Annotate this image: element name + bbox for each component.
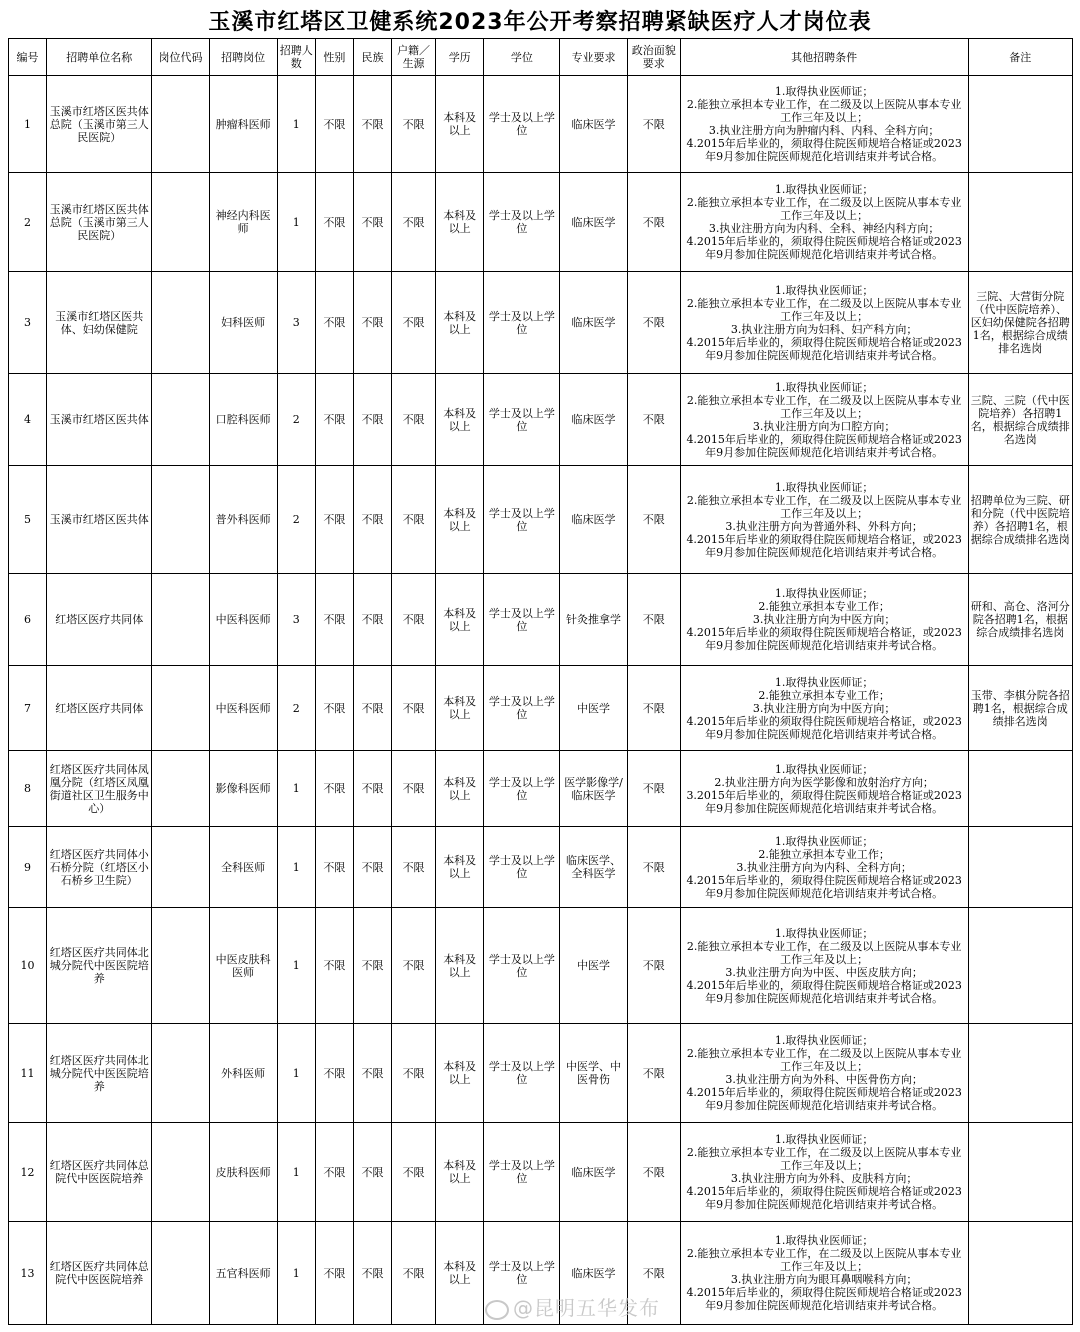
cell-gender: 不限 — [315, 908, 353, 1024]
cell-politics: 不限 — [627, 374, 680, 466]
cell-major: 临床医学 — [560, 76, 627, 173]
cell-conditions: 1.取得执业医师证； 2.能独立承担本专业工作，在二级及以上医院从事本专业工作三年及以上； 3.执业注册方向为眼耳鼻咽喉科方向； 4.2015年后毕业的，须取得住院医师规培合格证或2023年9月参加住院医师规范化培训结束并考试合格。 — [680, 1222, 968, 1325]
cell-count: 1 — [277, 1024, 315, 1123]
recruitment-table — [8, 38, 1073, 1325]
cell-count: 1 — [277, 751, 315, 827]
cell-degree: 学士及以上学位 — [484, 666, 560, 751]
header-ethnic: 民族 — [353, 39, 391, 76]
cell-ethnic: 不限 — [353, 76, 391, 173]
cell-unit: 玉溪市红塔区医共体 — [47, 466, 152, 574]
cell-ethnic: 不限 — [353, 272, 391, 374]
cell-major: 临床医学 — [560, 272, 627, 374]
cell-degree: 学士及以上学位 — [484, 466, 560, 574]
cell-major: 中医学 — [560, 666, 627, 751]
cell-politics: 不限 — [627, 272, 680, 374]
cell-code — [152, 1024, 209, 1123]
cell-count: 1 — [277, 173, 315, 272]
cell-ethnic: 不限 — [353, 1222, 391, 1325]
cell-edu: 本科及以上 — [436, 666, 484, 751]
table-row — [9, 827, 1073, 908]
cell-ethnic: 不限 — [353, 466, 391, 574]
cell-politics: 不限 — [627, 827, 680, 908]
cell-ethnic: 不限 — [353, 574, 391, 666]
cell-code — [152, 574, 209, 666]
cell-major: 针灸推拿学 — [560, 574, 627, 666]
table-row — [9, 374, 1073, 466]
cell-degree: 学士及以上学位 — [484, 1123, 560, 1222]
cell-post: 中医科医师 — [209, 574, 277, 666]
cell-unit: 红塔区医疗共同体北城分院代中医医院培养 — [47, 908, 152, 1024]
cell-major: 临床医学 — [560, 173, 627, 272]
cell-edu: 本科及以上 — [436, 1024, 484, 1123]
table-row — [9, 76, 1073, 173]
cell-ethnic: 不限 — [353, 751, 391, 827]
weibo-icon — [485, 1300, 509, 1320]
table-row — [9, 908, 1073, 1024]
cell-gender: 不限 — [315, 173, 353, 272]
table-row — [9, 574, 1073, 666]
cell-edu: 本科及以上 — [436, 827, 484, 908]
cell-origin: 不限 — [392, 751, 436, 827]
table-row — [9, 666, 1073, 751]
header-major: 专业要求 — [560, 39, 627, 76]
cell-edu: 本科及以上 — [436, 272, 484, 374]
cell-edu: 本科及以上 — [436, 574, 484, 666]
cell-edu: 本科及以上 — [436, 751, 484, 827]
cell-unit: 红塔区医疗共同体小石桥分院（红塔区小石桥乡卫生院） — [47, 827, 152, 908]
cell-edu: 本科及以上 — [436, 466, 484, 574]
cell-no: 3 — [9, 272, 47, 374]
cell-gender: 不限 — [315, 1222, 353, 1325]
cell-post: 五官科医师 — [209, 1222, 277, 1325]
cell-notes — [968, 1024, 1072, 1123]
cell-ethnic: 不限 — [353, 827, 391, 908]
cell-origin: 不限 — [392, 1123, 436, 1222]
header-count: 招聘人数 — [277, 39, 315, 76]
table-row — [9, 272, 1073, 374]
cell-major: 临床医学 — [560, 1123, 627, 1222]
cell-unit: 红塔区医疗共同体凤凰分院（红塔区凤凰街道社区卫生服务中心） — [47, 751, 152, 827]
cell-edu: 本科及以上 — [436, 76, 484, 173]
cell-politics: 不限 — [627, 466, 680, 574]
cell-degree: 学士及以上学位 — [484, 574, 560, 666]
cell-conditions: 1.取得执业医师证； 2.能独立承担本专业工作，在二级及以上医院从事本专业工作三年及以上； 3.执业注册方向为中医、中医皮肤方向； 4.2015年后毕业的，须取得住院医师规培合格证或2023年9月参加住院医师规范化培训结束并考试合格。 — [680, 908, 968, 1024]
cell-count: 2 — [277, 466, 315, 574]
cell-notes — [968, 76, 1072, 173]
table-row — [9, 173, 1073, 272]
cell-origin: 不限 — [392, 908, 436, 1024]
cell-code — [152, 827, 209, 908]
cell-count: 1 — [277, 827, 315, 908]
cell-politics: 不限 — [627, 76, 680, 173]
cell-no: 10 — [9, 908, 47, 1024]
watermark — [485, 1292, 660, 1321]
cell-gender: 不限 — [315, 574, 353, 666]
cell-origin: 不限 — [392, 173, 436, 272]
page-title: 玉溪市红塔区卫健系统2023年公开考察招聘紧缺医疗人才岗位表 — [208, 10, 872, 35]
cell-conditions: 1.取得执业医师证； 2.能独立承担本专业工作，在二级及以上医院从事本专业工作三年及以上； 3.执业注册方向为普通外科、外科方向； 4.2015年后毕业的须取得住院医师规培合格证，或2023年9月参加住院医师规范化培训结束并考试合格。 — [680, 466, 968, 574]
header-no: 编号 — [9, 39, 47, 76]
cell-count: 1 — [277, 1123, 315, 1222]
cell-conditions: 1.取得执业医师证； 2.能独立承担本专业工作，在二级及以上医院从事本专业工作三年及以上； 3.执业注册方向为外科、中医骨伤方向； 4.2015年后毕业的，须取得住院医师规培合格证或2023年9月参加住院医师规范化培训结束并考试合格。 — [680, 1024, 968, 1123]
header-edu: 学历 — [436, 39, 484, 76]
cell-major: 临床医学 — [560, 1222, 627, 1325]
cell-notes: 三院、三院（代中医院培养）各招聘1名，根据综合成绩排名选岗 — [968, 374, 1072, 466]
cell-edu: 本科及以上 — [436, 1123, 484, 1222]
cell-origin: 不限 — [392, 827, 436, 908]
cell-unit: 红塔区医疗共同体总院代中医医院培养 — [47, 1123, 152, 1222]
cell-degree: 学士及以上学位 — [484, 908, 560, 1024]
cell-count: 3 — [277, 272, 315, 374]
cell-gender: 不限 — [315, 374, 353, 466]
cell-ethnic: 不限 — [353, 1024, 391, 1123]
cell-origin: 不限 — [392, 76, 436, 173]
cell-edu: 本科及以上 — [436, 173, 484, 272]
cell-conditions: 1.取得执业医师证； 2.能独立承担本专业工作，在二级及以上医院从事本专业工作三年及以上； 3.执业注册方向为内科、全科、神经内科方向； 4.2015年后毕业的，须取得住院医师规培合格证或2023年9月参加住院医师规范化培训结束并考试合格。 — [680, 173, 968, 272]
cell-no: 13 — [9, 1222, 47, 1325]
cell-code — [152, 751, 209, 827]
cell-major: 中医学、中医骨伤 — [560, 1024, 627, 1123]
cell-no: 5 — [9, 466, 47, 574]
table-row — [9, 1123, 1073, 1222]
cell-unit: 红塔区医疗共同体 — [47, 666, 152, 751]
cell-degree: 学士及以上学位 — [484, 272, 560, 374]
cell-origin: 不限 — [392, 574, 436, 666]
table-body — [9, 76, 1073, 1325]
cell-notes: 研和、高仓、洛河分院各招聘1名，根据综合成绩排名选岗 — [968, 574, 1072, 666]
cell-notes — [968, 1222, 1072, 1325]
cell-post: 全科医师 — [209, 827, 277, 908]
cell-notes — [968, 827, 1072, 908]
cell-conditions: 1.取得执业医师证； 2.能独立承担本专业工作； 3.执业注册方向为中医方向； 4.2015年后毕业的须取得住院医师规培合格证，或2023年9月参加住院医师规范化培训结束并考试合格。 — [680, 574, 968, 666]
cell-notes: 招聘单位为三院、研和分院（代中医院培养）各招聘1名，根据综合成绩排名选岗 — [968, 466, 1072, 574]
cell-post: 中医科医师 — [209, 666, 277, 751]
cell-gender: 不限 — [315, 827, 353, 908]
cell-post: 普外科医师 — [209, 466, 277, 574]
cell-unit: 玉溪市红塔区医共体 — [47, 374, 152, 466]
cell-gender: 不限 — [315, 1024, 353, 1123]
cell-no: 6 — [9, 574, 47, 666]
cell-politics: 不限 — [627, 1222, 680, 1325]
cell-degree: 学士及以上学位 — [484, 1222, 560, 1325]
cell-gender: 不限 — [315, 751, 353, 827]
cell-major: 中医学 — [560, 908, 627, 1024]
cell-degree: 学士及以上学位 — [484, 751, 560, 827]
cell-unit: 红塔区医疗共同体总院代中医医院培养 — [47, 1222, 152, 1325]
cell-ethnic: 不限 — [353, 1123, 391, 1222]
header-gender: 性别 — [315, 39, 353, 76]
cell-post: 妇科医师 — [209, 272, 277, 374]
cell-conditions: 1.取得执业医师证； 2.能独立承担本专业工作，在二级及以上医院从事本专业工作三年及以上； 3.执业注册方向为妇科、妇产科方向； 4.2015年后毕业的，须取得住院医师规培合格证或2023年9月参加住院医师规范化培训结束并考试合格。 — [680, 272, 968, 374]
header-conditions: 其他招聘条件 — [680, 39, 968, 76]
table-row — [9, 751, 1073, 827]
cell-no: 12 — [9, 1123, 47, 1222]
cell-politics: 不限 — [627, 1024, 680, 1123]
header-post: 招聘岗位 — [209, 39, 277, 76]
header-politics: 政治面貌要求 — [627, 39, 680, 76]
cell-code — [152, 76, 209, 173]
cell-major: 临床医学 — [560, 374, 627, 466]
cell-gender: 不限 — [315, 666, 353, 751]
cell-post: 影像科医师 — [209, 751, 277, 827]
cell-conditions: 1.取得执业医师证； 2.执业注册方向为医学影像和放射治疗方向； 3.2015年后毕业的，须取得住院医师规培合格证或2023年9月参加住院医师规范化培训结束并考试合格。 — [680, 751, 968, 827]
cell-politics: 不限 — [627, 574, 680, 666]
cell-conditions: 1.取得执业医师证； 2.能独立承担本专业工作； 3.执业注册方向为中医方向； 4.2015年后毕业的须取得住院医师规培合格证，或2023年9月参加住院医师规范化培训结束并考试合格。 — [680, 666, 968, 751]
cell-unit: 玉溪市红塔区医共体总院（玉溪市第三人民医院） — [47, 173, 152, 272]
cell-origin: 不限 — [392, 1222, 436, 1325]
cell-degree: 学士及以上学位 — [484, 1024, 560, 1123]
cell-notes: 玉带、李棋分院各招聘1名，根据综合成绩排名选岗 — [968, 666, 1072, 751]
cell-no: 4 — [9, 374, 47, 466]
cell-major: 医学影像学/临床医学 — [560, 751, 627, 827]
cell-politics: 不限 — [627, 908, 680, 1024]
cell-code — [152, 374, 209, 466]
table-row — [9, 466, 1073, 574]
cell-post: 中医皮肤科医师 — [209, 908, 277, 1024]
cell-count: 1 — [277, 76, 315, 173]
cell-degree: 学士及以上学位 — [484, 76, 560, 173]
cell-unit: 红塔区医疗共同体 — [47, 574, 152, 666]
header-code: 岗位代码 — [152, 39, 209, 76]
cell-no: 1 — [9, 76, 47, 173]
cell-count: 1 — [277, 908, 315, 1024]
cell-major: 临床医学 — [560, 466, 627, 574]
cell-unit: 玉溪市红塔区医共体、妇幼保健院 — [47, 272, 152, 374]
cell-unit: 红塔区医疗共同体北城分院代中医医院培养 — [47, 1024, 152, 1123]
cell-conditions: 1.取得执业医师证； 2.能独立承担本专业工作，在二级及以上医院从事本专业工作三年及以上； 3.执业注册方向为肿瘤内科、内科、全科方向； 4.2015年后毕业的，须取得住院医师规培合格证或2023年9月参加住院医师规范化培训结束并考试合格。 — [680, 76, 968, 173]
cell-conditions: 1.取得执业医师证； 2.能独立承担本专业工作，在二级及以上医院从事本专业工作三年及以上； 3.执业注册方向为口腔方向； 4.2015年后毕业的，须取得住院医师规培合格证或2023年9月参加住院医师规范化培训结束并考试合格。 — [680, 374, 968, 466]
header-origin: 户籍／生源 — [392, 39, 436, 76]
cell-post: 皮肤科医师 — [209, 1123, 277, 1222]
cell-count: 2 — [277, 666, 315, 751]
cell-no: 7 — [9, 666, 47, 751]
cell-origin: 不限 — [392, 374, 436, 466]
cell-ethnic: 不限 — [353, 908, 391, 1024]
cell-count: 2 — [277, 374, 315, 466]
cell-gender: 不限 — [315, 466, 353, 574]
cell-code — [152, 173, 209, 272]
cell-origin: 不限 — [392, 466, 436, 574]
cell-code — [152, 466, 209, 574]
table-header-row — [9, 39, 1073, 76]
cell-notes — [968, 908, 1072, 1024]
header-degree: 学位 — [484, 39, 560, 76]
cell-degree: 学士及以上学位 — [484, 374, 560, 466]
cell-notes — [968, 751, 1072, 827]
cell-no: 2 — [9, 173, 47, 272]
header-notes: 备注 — [968, 39, 1072, 76]
cell-degree: 学士及以上学位 — [484, 173, 560, 272]
cell-origin: 不限 — [392, 1024, 436, 1123]
cell-gender: 不限 — [315, 1123, 353, 1222]
cell-gender: 不限 — [315, 272, 353, 374]
cell-conditions: 1.取得执业医师证； 2.能独立承担本专业工作； 3.执业注册方向为内科、全科方向； 4.2015年后毕业的，须取得住院医师规培合格证或2023年9月参加住院医师规范化培训结束并考试合格。 — [680, 827, 968, 908]
cell-ethnic: 不限 — [353, 374, 391, 466]
cell-no: 9 — [9, 827, 47, 908]
header-unit: 招聘单位名称 — [47, 39, 152, 76]
cell-code — [152, 908, 209, 1024]
cell-code — [152, 666, 209, 751]
cell-edu: 本科及以上 — [436, 908, 484, 1024]
cell-edu: 本科及以上 — [436, 1222, 484, 1325]
cell-origin: 不限 — [392, 666, 436, 751]
cell-post: 口腔科医师 — [209, 374, 277, 466]
cell-major: 临床医学、全科医学 — [560, 827, 627, 908]
cell-origin: 不限 — [392, 272, 436, 374]
cell-politics: 不限 — [627, 666, 680, 751]
cell-conditions: 1.取得执业医师证； 2.能独立承担本专业工作，在二级及以上医院从事本专业工作三年及以上； 3.执业注册方向为外科、皮肤科方向； 4.2015年后毕业的，须取得住院医师规培合格证或2023年9月参加住院医师规范化培训结束并考试合格。 — [680, 1123, 968, 1222]
cell-degree: 学士及以上学位 — [484, 827, 560, 908]
table-row — [9, 1024, 1073, 1123]
cell-count: 1 — [277, 1222, 315, 1325]
cell-no: 8 — [9, 751, 47, 827]
cell-post: 肿瘤科医师 — [209, 76, 277, 173]
cell-post: 外科医师 — [209, 1024, 277, 1123]
cell-notes: 三院、大营街分院（代中医院培养）、区妇幼保健院各招聘1名，根据综合成绩排名选岗 — [968, 272, 1072, 374]
watermark-text: @昆明五华发布 — [513, 1296, 660, 1320]
cell-gender: 不限 — [315, 76, 353, 173]
cell-edu: 本科及以上 — [436, 374, 484, 466]
cell-code — [152, 1123, 209, 1222]
cell-code — [152, 272, 209, 374]
cell-notes — [968, 173, 1072, 272]
cell-politics: 不限 — [627, 751, 680, 827]
cell-post: 神经内科医师 — [209, 173, 277, 272]
cell-ethnic: 不限 — [353, 666, 391, 751]
cell-count: 3 — [277, 574, 315, 666]
cell-ethnic: 不限 — [353, 173, 391, 272]
cell-politics: 不限 — [627, 1123, 680, 1222]
cell-politics: 不限 — [627, 173, 680, 272]
cell-no: 11 — [9, 1024, 47, 1123]
cell-notes — [968, 1123, 1072, 1222]
cell-unit: 玉溪市红塔区医共体总院（玉溪市第三人民医院） — [47, 76, 152, 173]
cell-code — [152, 1222, 209, 1325]
